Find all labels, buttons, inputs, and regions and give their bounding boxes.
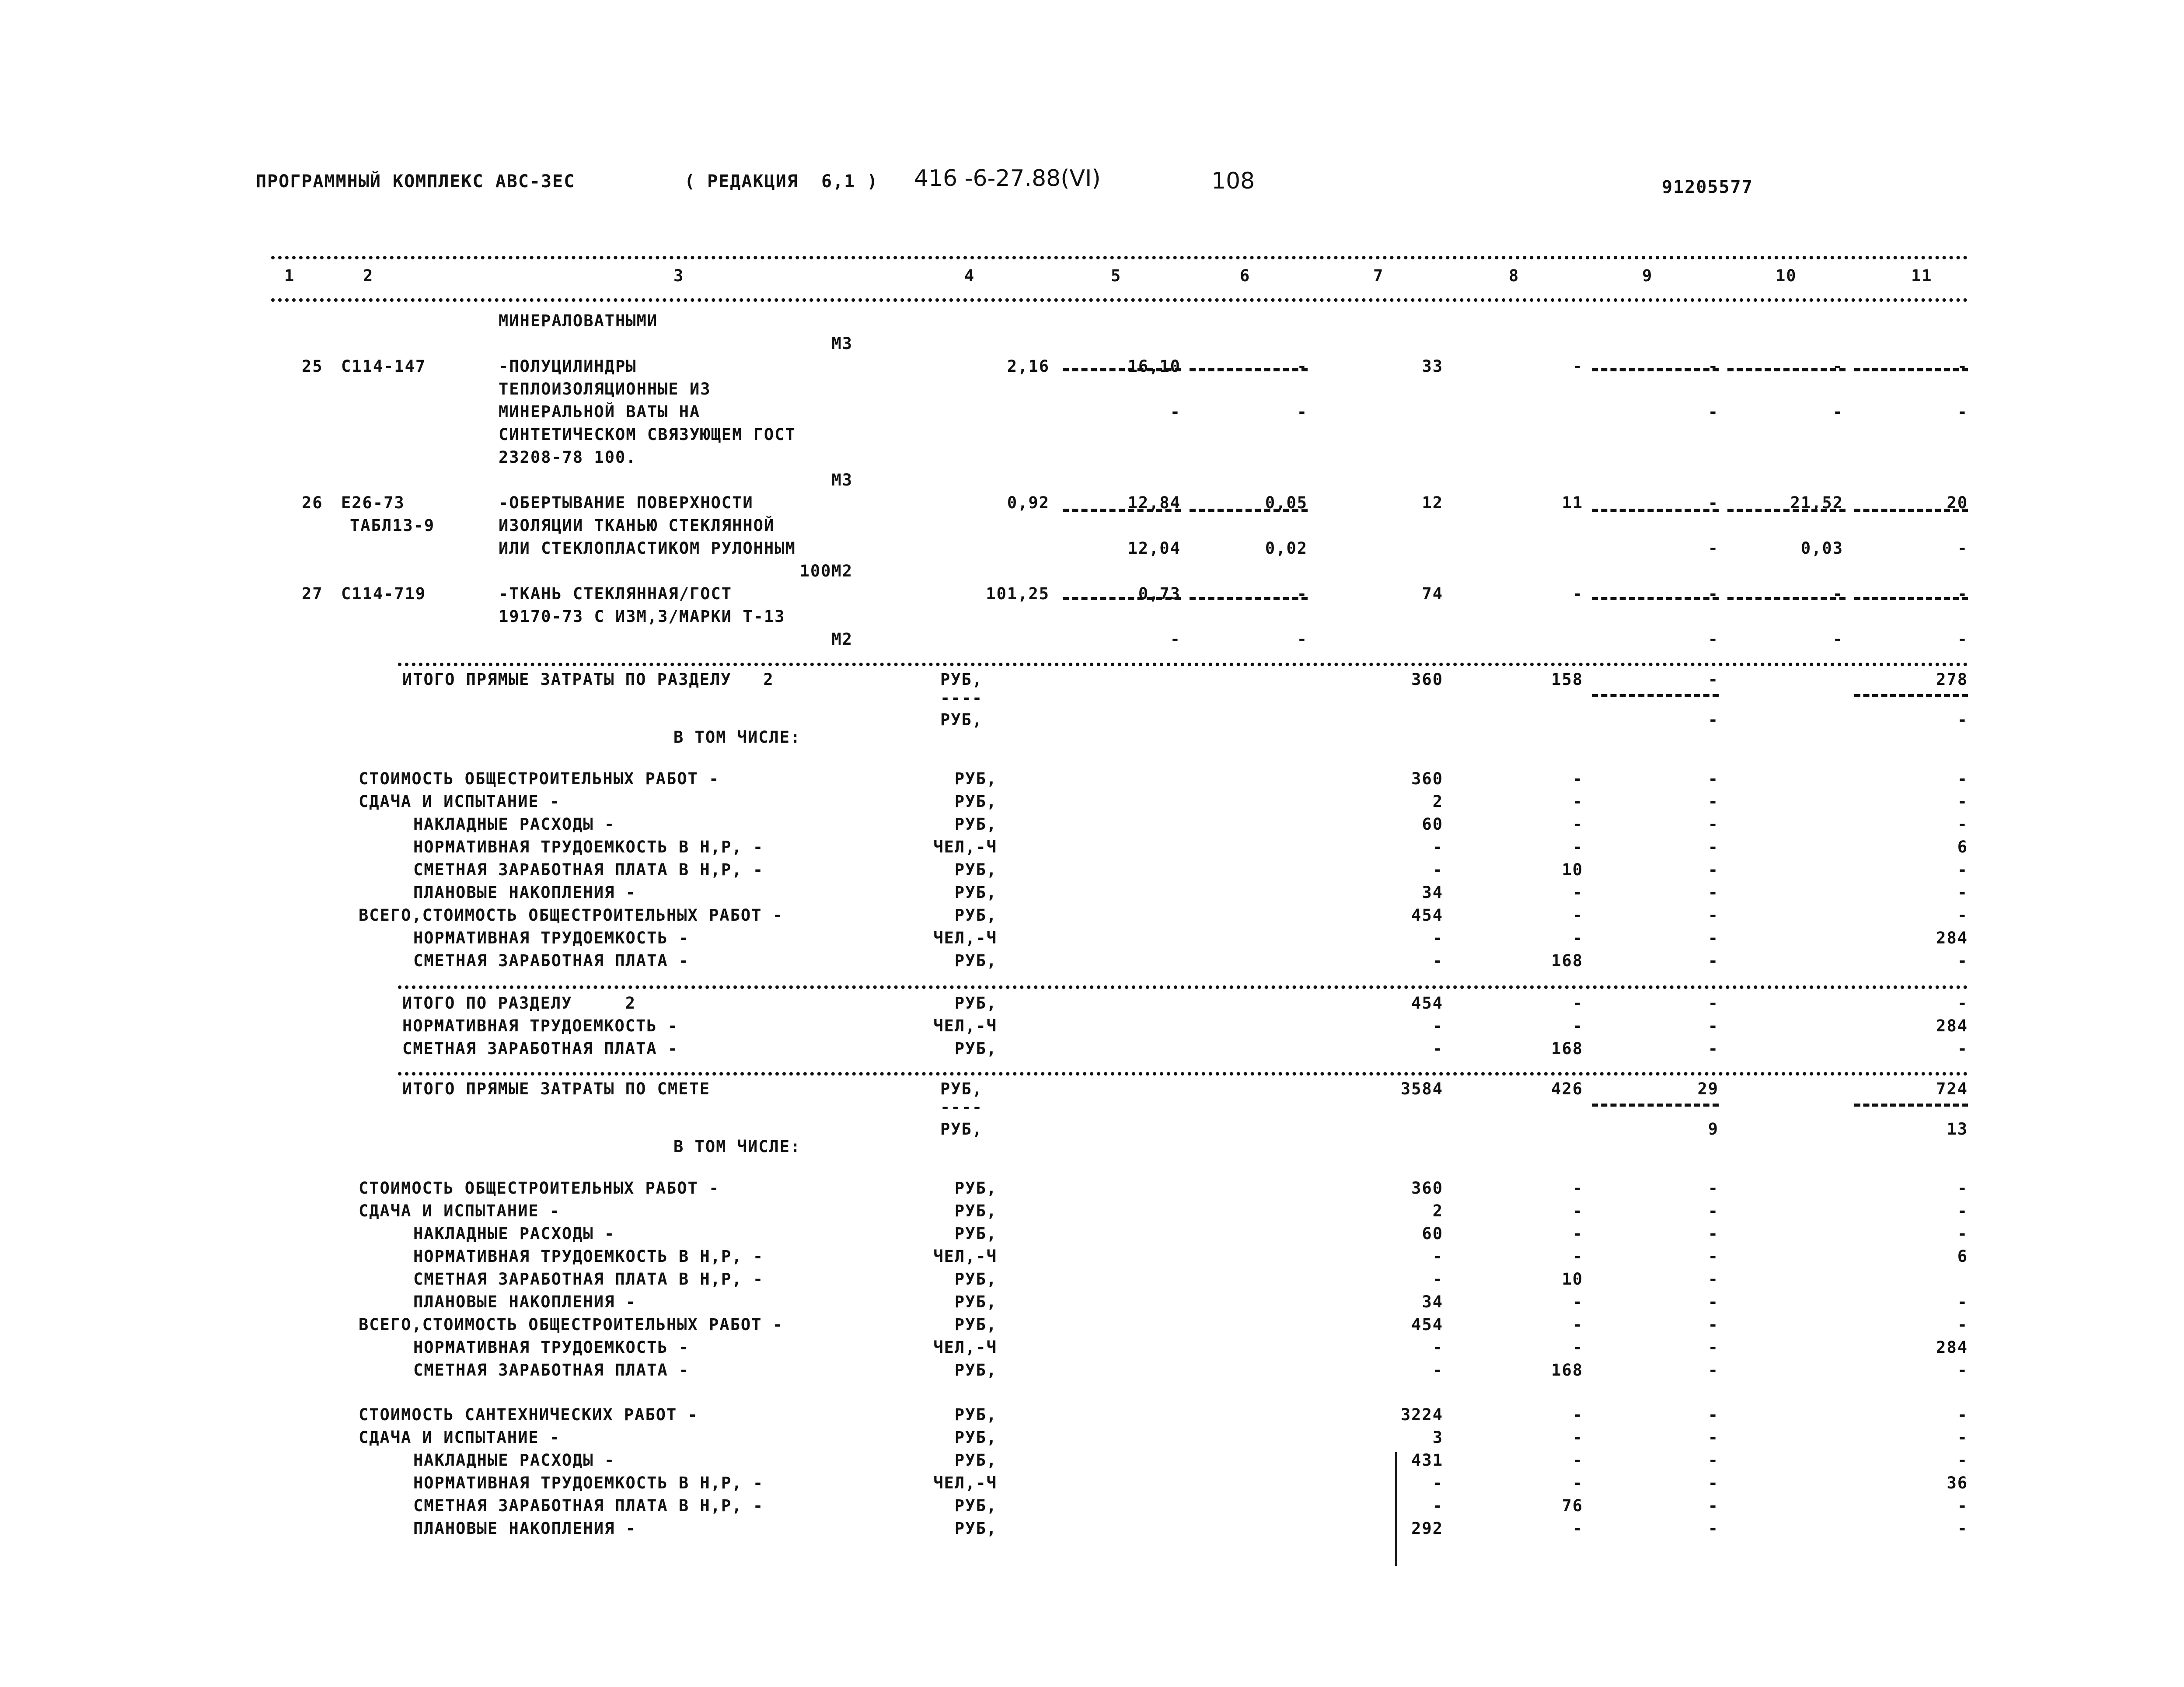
estimate-row-unit: РУБ, <box>954 1361 997 1380</box>
section-row-c9: - <box>1708 906 1719 925</box>
estimate-direct-c9: 29 <box>1697 1079 1719 1098</box>
value-c11: - <box>1957 402 1968 421</box>
subtotal-dash <box>1592 597 1719 600</box>
subtotal-dash <box>1190 597 1308 600</box>
value-c5: 0,73 <box>1138 584 1181 603</box>
estimate-row-label: СДАЧА И ИСПЫТАНИЕ - <box>359 1202 561 1220</box>
edition: ( РЕДАКЦИЯ 6,1 ) <box>684 171 879 192</box>
summary-c11: - <box>1957 994 1968 1013</box>
estimate-row-c11: - <box>1957 1451 1968 1470</box>
estimate-row-c7: 34 <box>1422 1292 1443 1311</box>
section-row-c8: - <box>1572 815 1583 834</box>
item-code: С114-719 <box>341 584 426 603</box>
section-row-c11: - <box>1957 792 1968 811</box>
value-c9: - <box>1708 584 1719 603</box>
column-header-10: 10 <box>1776 266 1797 285</box>
item-description: СИНТЕТИЧЕСКОМ СВЯЗУЮЩЕМ ГОСТ <box>499 425 796 444</box>
value-c8: 11 <box>1562 493 1583 512</box>
estimate-row-c7: - <box>1432 1247 1443 1266</box>
section-row-unit: РУБ, <box>954 951 997 970</box>
section-unit2: РУБ, <box>940 710 983 729</box>
estimate-row-c9: - <box>1708 1338 1719 1357</box>
estimate-row-c9: - <box>1708 1292 1719 1311</box>
section-row-unit: РУБ, <box>954 860 997 879</box>
program-name: ПРОГРАММНЫЙ КОМПЛЕКС АВС-ЗЕС <box>256 171 576 192</box>
estimate-row-c9: - <box>1708 1270 1719 1289</box>
section-row-c7: - <box>1432 951 1443 970</box>
value-c11: - <box>1957 357 1968 376</box>
estimate-row-unit: ЧЕЛ,-Ч <box>933 1474 997 1492</box>
item-description: -ТКАНЬ СТЕКЛЯННАЯ/ГОСТ <box>499 584 733 603</box>
value-c6: - <box>1297 402 1308 421</box>
value-c10: - <box>1832 584 1843 603</box>
item-description: ИЛИ СТЕКЛОПЛАСТИКОМ РУЛОННЫМ <box>499 539 796 558</box>
estimate-row-c7: - <box>1432 1496 1443 1515</box>
value-c7: 12 <box>1422 493 1443 512</box>
section-row-c8: - <box>1572 769 1583 788</box>
summary-c8: 168 <box>1551 1039 1583 1058</box>
estimate-row-c11: - <box>1957 1428 1968 1447</box>
estimate-unit2-c11: 13 <box>1947 1120 1968 1139</box>
subtotal-dash <box>1190 509 1308 512</box>
estimate-row-c7: - <box>1432 1338 1443 1357</box>
estimate-row-c8: - <box>1572 1202 1583 1220</box>
summary-c7: 454 <box>1411 994 1443 1013</box>
value-c10: 21,52 <box>1790 493 1843 512</box>
estimate-row-c8: - <box>1572 1338 1583 1357</box>
column-header-2: 2 <box>363 266 374 285</box>
section-row-c11: 284 <box>1936 929 1968 947</box>
summary-c9: - <box>1708 994 1719 1013</box>
subtotal-dash <box>1727 597 1846 600</box>
estimate-dash <box>1592 1104 1719 1107</box>
section-row-c9: - <box>1708 792 1719 811</box>
handwritten-mark <box>1395 1452 1397 1566</box>
estimate-row-label: ПЛАНОВЫЕ НАКОПЛЕНИЯ - <box>413 1292 636 1311</box>
value-c4: 2,16 <box>1007 357 1050 376</box>
subtotal-dash <box>1727 368 1846 371</box>
section-row-c7: 2 <box>1432 792 1443 811</box>
summary-c8: - <box>1572 994 1583 1013</box>
estimate-row-c11: 6 <box>1957 1247 1968 1266</box>
section-direct-c8: 158 <box>1551 670 1583 689</box>
estimate-row-c7: 360 <box>1411 1179 1443 1198</box>
document-code: 91205577 <box>1662 177 1753 197</box>
subtotal-dash <box>1063 509 1181 512</box>
summary-c7: - <box>1432 1016 1443 1035</box>
section-row-c7: 60 <box>1422 815 1443 834</box>
estimate-row-c8: 168 <box>1551 1361 1583 1380</box>
estimate-row-unit: РУБ, <box>954 1292 997 1311</box>
estimate-row-c8: - <box>1572 1247 1583 1266</box>
item-code: С114-147 <box>341 357 426 376</box>
estimate-row-c9: - <box>1708 1405 1719 1424</box>
item-description: МИНЕРАЛОВАТНЫМИ <box>499 311 658 330</box>
estimate-direct-unit: РУБ, <box>940 1079 983 1098</box>
section-row-label: НОРМАТИВНАЯ ТРУДОЕМКОСТЬ - <box>413 929 690 947</box>
section-row-c7: - <box>1432 860 1443 879</box>
summary-c9: - <box>1708 1039 1719 1058</box>
estimate-row-label: СТОИМОСТЬ САНТЕХНИЧЕСКИХ РАБОТ - <box>359 1405 698 1424</box>
value-c9: - <box>1708 539 1719 558</box>
section-row-c11: - <box>1957 769 1968 788</box>
value-c5: - <box>1170 402 1181 421</box>
estimate-row-c8: - <box>1572 1451 1583 1470</box>
value-c10: - <box>1832 357 1843 376</box>
section-row-c9: - <box>1708 929 1719 947</box>
estimate-row-c9: - <box>1708 1315 1719 1334</box>
item-description: ТЕПЛОИЗОЛЯЦИОННЫЕ ИЗ <box>499 380 711 398</box>
section-row-c8: - <box>1572 792 1583 811</box>
value-c6: 0,05 <box>1265 493 1308 512</box>
section-row-unit: РУБ, <box>954 792 997 811</box>
section-row-c11: - <box>1957 815 1968 834</box>
section-row-label: СМЕТНАЯ ЗАРАБОТНАЯ ПЛАТА В Н,Р, - <box>413 860 764 879</box>
value-c5: 12,84 <box>1127 493 1181 512</box>
estimate-row-c9: - <box>1708 1451 1719 1470</box>
section-unit2-c11: - <box>1957 710 1968 729</box>
section-row-label: СМЕТНАЯ ЗАРАБОТНАЯ ПЛАТА - <box>413 951 690 970</box>
section-dash <box>1592 694 1719 697</box>
estimate-row-label: СМЕТНАЯ ЗАРАБОТНАЯ ПЛАТА - <box>413 1361 690 1380</box>
value-c4: 0,92 <box>1007 493 1050 512</box>
summary-c9: - <box>1708 1016 1719 1035</box>
subtotal-dash <box>1854 597 1968 600</box>
section-row-c8: - <box>1572 838 1583 856</box>
estimate-row-label: НОРМАТИВНАЯ ТРУДОЕМКОСТЬ - <box>413 1338 690 1357</box>
value-c11: - <box>1957 539 1968 558</box>
column-header-3: 3 <box>673 266 684 285</box>
estimate-row-label: СДАЧА И ИСПЫТАНИЕ - <box>359 1428 561 1447</box>
section-row-label: НОРМАТИВНАЯ ТРУДОЕМКОСТЬ В Н,Р, - <box>413 838 764 856</box>
section-summary-rule <box>398 985 1968 989</box>
section-row-c9: - <box>1708 883 1719 902</box>
estimate-row-unit: ЧЕЛ,-Ч <box>933 1338 997 1357</box>
section-row-c7: 360 <box>1411 769 1443 788</box>
estimate-direct-label: ИТОГО ПРЯМЫЕ ЗАТРАТЫ ПО СМЕТЕ <box>402 1079 711 1098</box>
item-code: Е26-73 <box>341 493 405 512</box>
section-direct-label: ИТОГО ПРЯМЫЕ ЗАТРАТЫ ПО РАЗДЕЛУ 2 <box>402 670 774 689</box>
column-header-8: 8 <box>1509 266 1520 285</box>
item-number: 27 <box>302 584 323 603</box>
estimate-row-c11: - <box>1957 1361 1968 1380</box>
value-c8: - <box>1572 584 1583 603</box>
estimate-row-c8: - <box>1572 1315 1583 1334</box>
section-row-c11: 6 <box>1957 838 1968 856</box>
section-row-c9: - <box>1708 860 1719 879</box>
table-top-rule <box>271 256 1968 259</box>
section-row-unit: ЧЕЛ,-Ч <box>933 929 997 947</box>
item-description: ИЗОЛЯЦИИ ТКАНЬЮ СТЕКЛЯННОЙ <box>499 516 775 535</box>
section-row-unit: РУБ, <box>954 906 997 925</box>
value-c10: - <box>1832 630 1843 649</box>
estimate-row-unit: РУБ, <box>954 1519 997 1538</box>
section-row-c7: - <box>1432 929 1443 947</box>
estimate-row-label: ПЛАНОВЫЕ НАКОПЛЕНИЯ - <box>413 1519 636 1538</box>
value-c9: - <box>1708 402 1719 421</box>
column-header-7: 7 <box>1373 266 1384 285</box>
estimate-row-c11: - <box>1957 1224 1968 1243</box>
item-description: 19170-73 С ИЗМ,3/МАРКИ Т-13 <box>499 607 785 626</box>
value-c10: - <box>1832 402 1843 421</box>
estimate-row-label: СМЕТНАЯ ЗАРАБОТНАЯ ПЛАТА В Н,Р, - <box>413 1270 764 1289</box>
subtotal-dash <box>1854 368 1968 371</box>
item-unit: 100М2 <box>799 562 853 580</box>
section-row-label: СТОИМОСТЬ ОБЩЕСТРОИТЕЛЬНЫХ РАБОТ - <box>359 769 720 788</box>
estimate-row-unit: РУБ, <box>954 1202 997 1220</box>
column-header-4: 4 <box>964 266 975 285</box>
estimate-row-c8: 10 <box>1562 1270 1583 1289</box>
estimate-row-c9: - <box>1708 1179 1719 1198</box>
section-row-c11: - <box>1957 860 1968 879</box>
estimate-row-c9: - <box>1708 1202 1719 1220</box>
estimate-row-label: ВСЕГО,СТОИМОСТЬ ОБЩЕСТРОИТЕЛЬНЫХ РАБОТ - <box>359 1315 784 1334</box>
item-description: 23208-78 100. <box>499 448 637 467</box>
estimate-direct-c8: 426 <box>1551 1079 1583 1098</box>
estimate-row-c7: 454 <box>1411 1315 1443 1334</box>
estimate-row-c11: 36 <box>1947 1474 1968 1492</box>
section-row-c11: - <box>1957 883 1968 902</box>
value-c5: 16,10 <box>1127 357 1181 376</box>
section-unit-dashes: ---- <box>940 688 983 707</box>
estimate-row-c9: - <box>1708 1496 1719 1515</box>
section-row-label: НАКЛАДНЫЕ РАСХОДЫ - <box>413 815 615 834</box>
estimate-row-label: НОРМАТИВНАЯ ТРУДОЕМКОСТЬ В Н,Р, - <box>413 1474 764 1492</box>
section-row-c7: 34 <box>1422 883 1443 902</box>
section-direct-c11: 278 <box>1936 670 1968 689</box>
estimate-row-c8: - <box>1572 1474 1583 1492</box>
estimate-dash <box>1854 1104 1968 1107</box>
item-description: МИНЕРАЛЬНОЙ ВАТЫ НА <box>499 402 701 421</box>
estimate-row-unit: РУБ, <box>954 1224 997 1243</box>
value-c5: 12,04 <box>1127 539 1181 558</box>
section-row-c11: - <box>1957 906 1968 925</box>
item-description: -ПОЛУЦИЛИНДРЫ <box>499 357 637 376</box>
section-row-c7: 454 <box>1411 906 1443 925</box>
summary-c11: - <box>1957 1039 1968 1058</box>
value-c9: - <box>1708 357 1719 376</box>
estimate-direct-c11: 724 <box>1936 1079 1968 1098</box>
value-c9: - <box>1708 493 1719 512</box>
section-row-unit: РУБ, <box>954 769 997 788</box>
estimate-row-label: НАКЛАДНЫЕ РАСХОДЫ - <box>413 1451 615 1470</box>
estimate-row-unit: РУБ, <box>954 1496 997 1515</box>
estimate-including: В ТОМ ЧИСЛЕ: <box>673 1137 801 1156</box>
section-unit2-c9: - <box>1708 710 1719 729</box>
project-number: 416 -6-27.88(VI) <box>914 165 1101 192</box>
summary-label: ИТОГО ПО РАЗДЕЛУ 2 <box>402 994 636 1013</box>
estimate-row-c7: 60 <box>1422 1224 1443 1243</box>
item-code: ТАБЛ13-9 <box>350 516 435 535</box>
value-c11: 20 <box>1947 493 1968 512</box>
value-c11: - <box>1957 584 1968 603</box>
estimate-row-c11: 284 <box>1936 1338 1968 1357</box>
value-c6: 0,02 <box>1265 539 1308 558</box>
subtotal-dash <box>1190 368 1308 371</box>
summary-label: СМЕТНАЯ ЗАРАБОТНАЯ ПЛАТА - <box>402 1039 679 1058</box>
estimate-row-c11: - <box>1957 1315 1968 1334</box>
estimate-row-label: СТОИМОСТЬ ОБЩЕСТРОИТЕЛЬНЫХ РАБОТ - <box>359 1179 720 1198</box>
subtotal-dash <box>1854 509 1968 512</box>
section-row-c9: - <box>1708 951 1719 970</box>
value-c6: - <box>1297 357 1308 376</box>
estimate-row-c9: - <box>1708 1519 1719 1538</box>
column-header-6: 6 <box>1240 266 1251 285</box>
estimate-row-c8: - <box>1572 1519 1583 1538</box>
section-direct-c9: - <box>1708 670 1719 689</box>
value-c4: 101,25 <box>986 584 1050 603</box>
section-row-c8: 10 <box>1562 860 1583 879</box>
summary-unit: ЧЕЛ,-Ч <box>933 1016 997 1035</box>
subtotal-dash <box>1592 509 1719 512</box>
section-row-c9: - <box>1708 815 1719 834</box>
item-number: 25 <box>302 357 323 376</box>
estimate-row-c11: - <box>1957 1179 1968 1198</box>
estimate-row-c7: - <box>1432 1361 1443 1380</box>
subtotal-dash <box>1727 509 1846 512</box>
value-c7: 33 <box>1422 357 1443 376</box>
estimate-row-c11: - <box>1957 1405 1968 1424</box>
section-row-c11: - <box>1957 951 1968 970</box>
value-c8: - <box>1572 357 1583 376</box>
estimate-row-c7: - <box>1432 1270 1443 1289</box>
section-row-c9: - <box>1708 838 1719 856</box>
estimate-row-c11: - <box>1957 1292 1968 1311</box>
summary-c8: - <box>1572 1016 1583 1035</box>
estimate-row-c7: - <box>1432 1474 1443 1492</box>
section-direct-c7: 360 <box>1411 670 1443 689</box>
subtotal-dash <box>1592 368 1719 371</box>
estimate-row-unit: РУБ, <box>954 1428 997 1447</box>
section-direct-unit: РУБ, <box>940 670 983 689</box>
estimate-row-c8: - <box>1572 1292 1583 1311</box>
column-header-5: 5 <box>1111 266 1122 285</box>
estimate-unit-dashes: ---- <box>940 1098 983 1117</box>
section-row-c7: - <box>1432 838 1443 856</box>
estimate-row-label: НОРМАТИВНАЯ ТРУДОЕМКОСТЬ В Н,Р, - <box>413 1247 764 1266</box>
subtotal-dash <box>1063 368 1181 371</box>
section-row-c8: - <box>1572 906 1583 925</box>
value-c11: - <box>1957 630 1968 649</box>
section-row-unit: РУБ, <box>954 815 997 834</box>
section-row-unit: РУБ, <box>954 883 997 902</box>
subtotal-dash <box>1063 597 1181 600</box>
estimate-row-c7: 292 <box>1411 1519 1443 1538</box>
estimate-row-unit: РУБ, <box>954 1270 997 1289</box>
item-description: -ОБЕРТЫВАНИЕ ПОВЕРХНОСТИ <box>499 493 754 512</box>
section-row-c8: - <box>1572 929 1583 947</box>
estimate-row-c9: - <box>1708 1361 1719 1380</box>
section-row-c8: - <box>1572 883 1583 902</box>
estimate-row-c7: 3224 <box>1400 1405 1443 1424</box>
estimate-row-c8: 76 <box>1562 1496 1583 1515</box>
estimate-direct-c7: 3584 <box>1400 1079 1443 1098</box>
estimate-row-c8: - <box>1572 1179 1583 1198</box>
estimate-row-c9: - <box>1708 1247 1719 1266</box>
value-c7: 74 <box>1422 584 1443 603</box>
summary-unit: РУБ, <box>954 1039 997 1058</box>
estimate-row-label: НАКЛАДНЫЕ РАСХОДЫ - <box>413 1224 615 1243</box>
section-row-unit: ЧЕЛ,-Ч <box>933 838 997 856</box>
estimate-row-c11: - <box>1957 1496 1968 1515</box>
estimate-rule <box>398 1072 1968 1076</box>
estimate-row-unit: РУБ, <box>954 1315 997 1334</box>
estimate-row-c9: - <box>1708 1474 1719 1492</box>
section-dash <box>1854 694 1968 697</box>
item-unit: МЗ <box>831 334 853 353</box>
value-c6: - <box>1297 584 1308 603</box>
estimate-row-c7: 2 <box>1432 1202 1443 1220</box>
estimate-unit2-c9: 9 <box>1708 1120 1719 1139</box>
estimate-row-c7: 431 <box>1411 1451 1443 1470</box>
item-unit: М2 <box>831 630 853 649</box>
column-header-rule <box>271 298 1968 302</box>
estimate-unit2: РУБ, <box>940 1120 983 1139</box>
value-c9: - <box>1708 630 1719 649</box>
summary-unit: РУБ, <box>954 994 997 1013</box>
estimate-row-c9: - <box>1708 1224 1719 1243</box>
estimate-row-c8: - <box>1572 1224 1583 1243</box>
section-rule <box>398 663 1968 666</box>
section-row-label: ВСЕГО,СТОИМОСТЬ ОБЩЕСТРОИТЕЛЬНЫХ РАБОТ - <box>359 906 784 925</box>
section-row-c9: - <box>1708 769 1719 788</box>
item-unit: МЗ <box>831 471 853 489</box>
item-number: 26 <box>302 493 323 512</box>
section-row-label: ПЛАНОВЫЕ НАКОПЛЕНИЯ - <box>413 883 636 902</box>
summary-label: НОРМАТИВНАЯ ТРУДОЕМКОСТЬ - <box>402 1016 679 1035</box>
estimate-row-label: СМЕТНАЯ ЗАРАБОТНАЯ ПЛАТА В Н,Р, - <box>413 1496 764 1515</box>
section-row-c8: 168 <box>1551 951 1583 970</box>
estimate-row-c7: 3 <box>1432 1428 1443 1447</box>
estimate-row-c9: - <box>1708 1428 1719 1447</box>
value-c5: - <box>1170 630 1181 649</box>
column-header-11: 11 <box>1911 266 1933 285</box>
section-including: В ТОМ ЧИСЛЕ: <box>673 728 801 747</box>
summary-c7: - <box>1432 1039 1443 1058</box>
column-header-1: 1 <box>284 266 295 285</box>
estimate-row-unit: РУБ, <box>954 1451 997 1470</box>
estimate-row-c11: - <box>1957 1202 1968 1220</box>
estimate-row-c8: - <box>1572 1428 1583 1447</box>
estimate-row-unit: РУБ, <box>954 1405 997 1424</box>
section-row-label: СДАЧА И ИСПЫТАНИЕ - <box>359 792 561 811</box>
column-header-9: 9 <box>1642 266 1653 285</box>
page-number: 108 <box>1211 168 1255 194</box>
value-c6: - <box>1297 630 1308 649</box>
estimate-row-c11: - <box>1957 1519 1968 1538</box>
estimate-row-unit: РУБ, <box>954 1179 997 1198</box>
summary-c11: 284 <box>1936 1016 1968 1035</box>
estimate-row-c8: - <box>1572 1405 1583 1424</box>
value-c10: 0,03 <box>1800 539 1843 558</box>
estimate-row-unit: ЧЕЛ,-Ч <box>933 1247 997 1266</box>
